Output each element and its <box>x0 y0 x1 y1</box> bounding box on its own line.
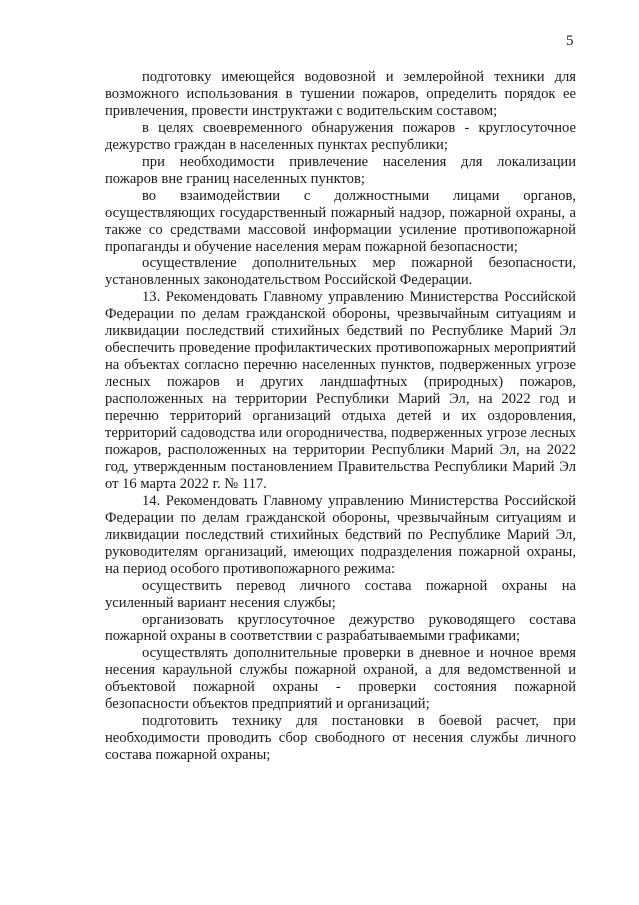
paragraph-item-13: 13. Рекомендовать Главному управлению Министерства Российской Федерации по делам гражданской обороны, чрезвычайным ситуациям и ликвидации последствий стихийных бедствий по Республике Марий Эл обеспечить проведение профилактических противопожарных мероприятий на объектах согласно перечню населенных пунктов, подверженных угрозе лесных пожаров и других ландшафтных (природных) пожаров, расположенных на территории Республики Марий Эл, на 2022 год и перечню территорий организаций отдыха детей и их оздоровления, территорий садоводства или огородничества, подверженных угрозе лесных пожаров, расположенных на территории Республики Марий Эл, на 2022 год, утвержденным постановлением Правительства Республики Марий Эл от 16 марта 2022 г. № 117. <box>105 289 576 492</box>
page-number: 5 <box>566 33 574 49</box>
paragraph-prepare-vehicles: подготовить технику для постановки в боевой расчет, при необходимости проводить сбор свободного от несения службы личного состава пожарной охраны; <box>105 713 576 764</box>
paragraph-prepare-equipment: подготовку имеющейся водовозной и землеройной техники для возможного использования в тушении пожаров, определить порядок ее привлечения, провести инструктажи с водительским составом; <box>105 69 576 119</box>
paragraph-citizen-duty: в целях своевременного обнаружения пожаров - круглосуточное дежурство граждан в населенных пунктах республики; <box>105 119 576 153</box>
paragraph-reinforced-service: осуществить перевод личного состава пожарной охраны на усиленный вариант несения службы; <box>105 577 576 611</box>
paragraph-item-14: 14. Рекомендовать Главному управлению Министерства Российской Федерации по делам гражданской обороны, чрезвычайным ситуациям и ликвидации последствий стихийных бедствий по Республике Марий Эл, руководителям организаций, имеющих подразделения пожарной охраны, на период особого противопожарного режима: <box>105 492 576 577</box>
paragraph-additional-measures: осуществление дополнительных мер пожарной безопасности, установленных законодательством Российской Федерации. <box>105 255 576 289</box>
paragraph-additional-checks: осуществлять дополнительные проверки в дневное и ночное время несения караульной службы пожарной охраной, а для ведомственной и объектовой пожарной охраны - проверки состояния пожарной безопасности объектов предприятий и организаций; <box>105 645 576 713</box>
paragraph-population-involvement: при необходимости привлечение населения для локализации пожаров вне границ населенных пунктов; <box>105 153 576 187</box>
paragraph-round-the-clock-duty: организовать круглосуточное дежурство руководящего состава пожарной охраны в соответствии с разрабатываемыми графиками; <box>105 611 576 645</box>
paragraph-interaction-media: во взаимодействии с должностными лицами органов, осуществляющих государственный пожарный надзор, пожарной охраны, а также со средствами массовой информации усиление противопожарной пропаганды и обучение населения мерам пожарной безопасности; <box>105 187 576 255</box>
document-body <box>105 69 576 764</box>
